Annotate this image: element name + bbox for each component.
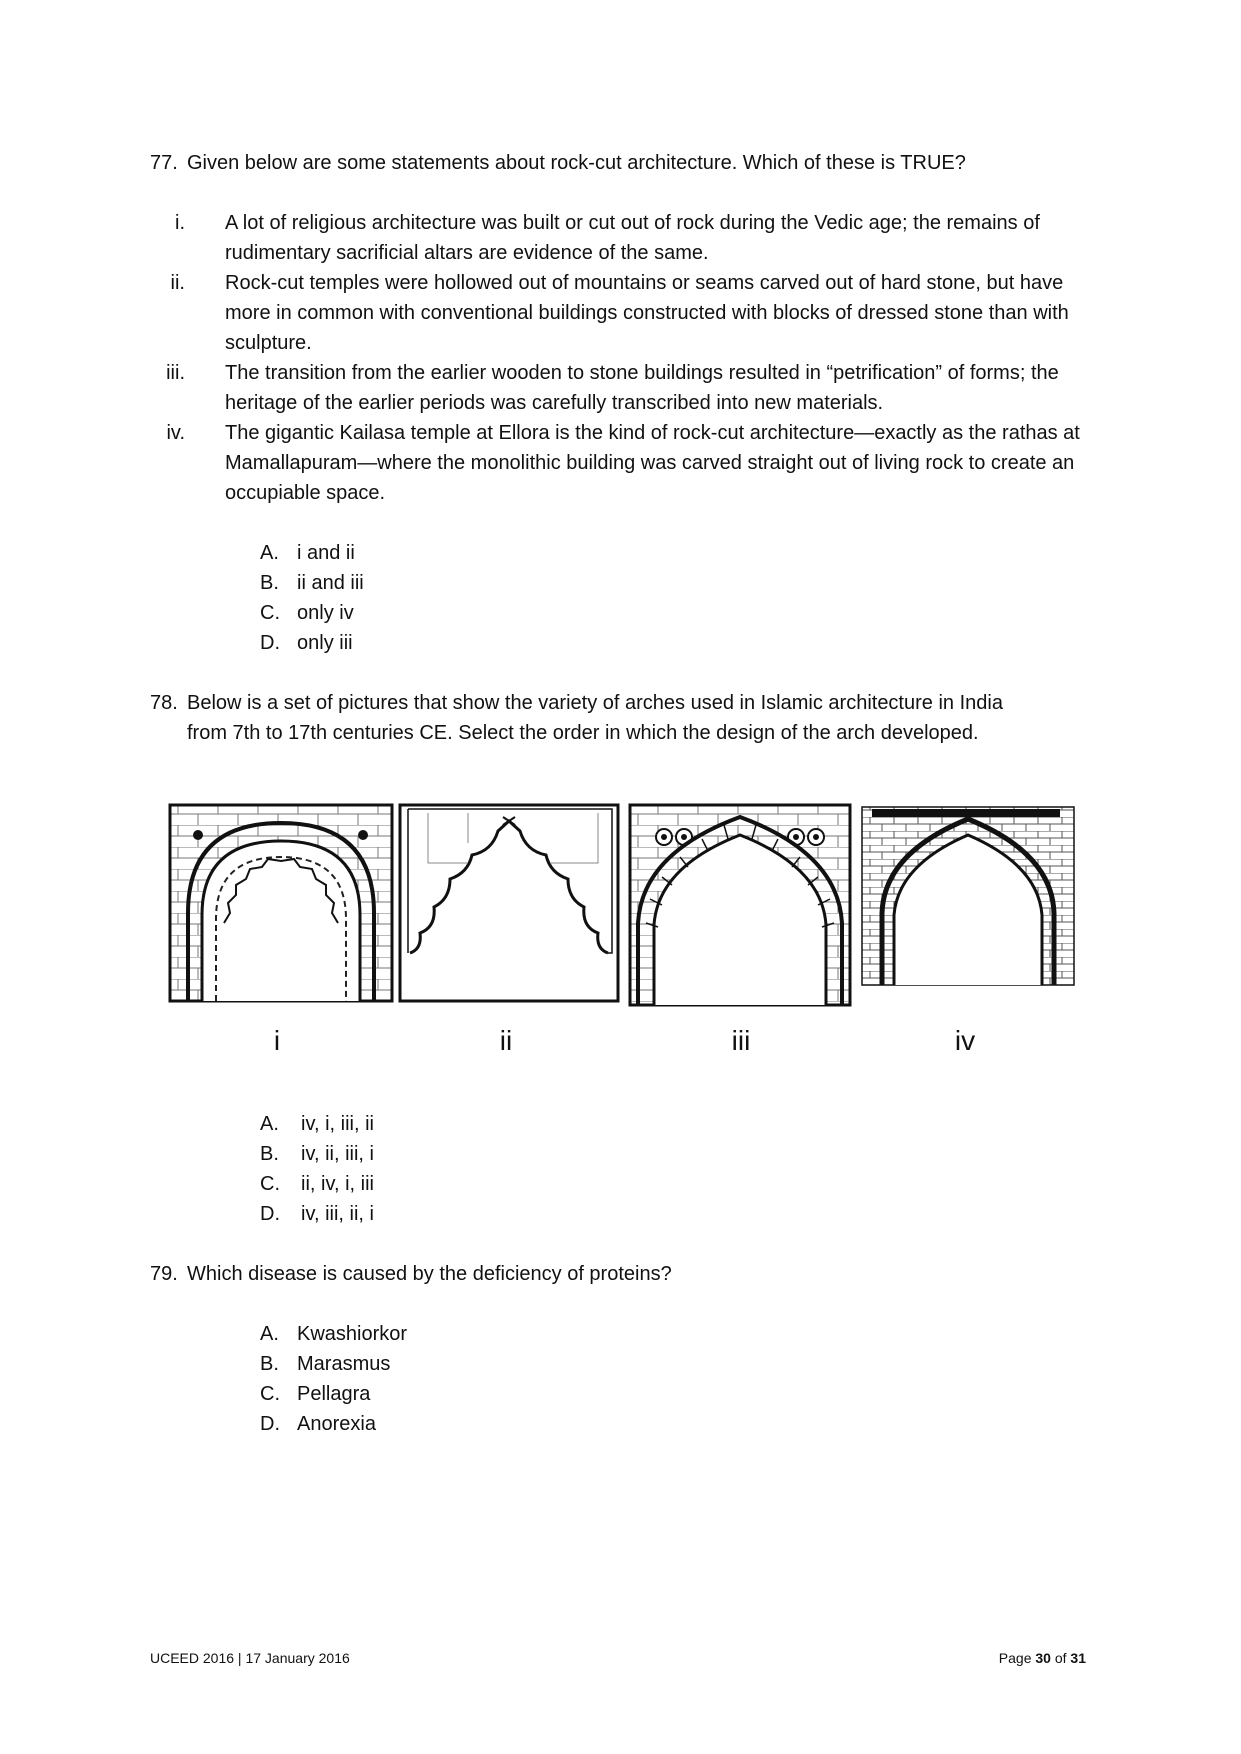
q78-option-letter: C. [260, 1173, 280, 1195]
q77-statement-num: iii. [166, 362, 185, 384]
q78-option-text: iv, ii, iii, i [301, 1143, 374, 1165]
footer-exam-info: UCEED 2016 | 17 January 2016 [150, 1650, 350, 1666]
q79-option-text: Anorexia [297, 1413, 376, 1435]
q78-number: 78. [150, 692, 178, 714]
q77-statement-text: The transition from the earlier wooden to stone buildings resulted in “petrification” of forms; the heritage of the earlier periods was carefully transcribed into new materials. [225, 362, 1059, 414]
q77-option-letter: D. [260, 632, 280, 654]
arch-ii-drawing [400, 805, 618, 1001]
q79-number: 79. [150, 1263, 178, 1285]
q78-option-letter: D. [260, 1203, 280, 1225]
q77-option-text: only iv [297, 602, 354, 624]
q79-option-letter: A. [260, 1323, 279, 1345]
q79-option-letter: D. [260, 1413, 280, 1435]
q78-question-line1: Below is a set of pictures that show the variety of arches used in Islamic architecture in India [187, 692, 1003, 714]
q77-statement-text: Rock-cut temples were hollowed out of mountains or seams carved out of hard stone, but have more in common with conventional buildings constructed with blocks of dressed stone than with sculpture. [225, 272, 1069, 354]
footer-page-number [999, 1648, 1086, 1668]
q78-option-text: ii, iv, i, iii [301, 1173, 374, 1195]
q77-statement-num: ii. [170, 272, 185, 294]
q77-statement-num: iv. [166, 422, 185, 444]
arch-label-iii: iii [731, 1025, 751, 1056]
q77-option-text: only iii [297, 632, 353, 654]
q77-option-letter: C. [260, 602, 280, 624]
arches-figure [168, 803, 1078, 1013]
q77-statement-text: The gigantic Kailasa temple at Ellora is the kind of rock-cut architecture—exactly as the rathas at Mamallapuram—where the monolithic building was carved straight out of living rock to create an occupiable space. [225, 422, 1080, 504]
q78-option-text: iv, i, iii, ii [301, 1113, 374, 1135]
arch-label-i: i [273, 1025, 281, 1056]
arch-iii-drawing [630, 805, 850, 1005]
q79-question: Which disease is caused by the deficiency of proteins? [187, 1263, 672, 1285]
arch-iv-drawing [862, 807, 1074, 985]
q79-option-text: Marasmus [297, 1353, 391, 1375]
q78-option-letter: B. [260, 1143, 279, 1165]
q79-option-text: Kwashiorkor [297, 1323, 408, 1345]
q79-option-letter: C. [260, 1383, 280, 1405]
q77-option-text: ii and iii [297, 572, 364, 594]
q79-option-text: Pellagra [297, 1383, 371, 1405]
q77-number: 77. [150, 152, 178, 174]
page-mid: of [1050, 1650, 1071, 1666]
q77-option-letter: B. [260, 572, 279, 594]
q78-question-line2: from 7th to 17th centuries CE. Select the order in which the design of the arch developed. [187, 722, 979, 744]
q77-statement-text: A lot of religious architecture was built or cut out of rock during the Vedic age; the remains of rudimentary sacrificial altars are evidence of the same. [225, 212, 1040, 264]
arch-i-drawing [170, 805, 392, 1001]
page-current: 30 [1035, 1650, 1051, 1666]
q77-option-letter: A. [260, 542, 279, 564]
page-prefix: Page [998, 1650, 1036, 1666]
q78-option-letter: A. [260, 1113, 279, 1135]
arch-label-ii: ii [499, 1025, 513, 1056]
arch-label-iv: iv [954, 1025, 976, 1056]
q77-statement-num: i. [175, 212, 185, 234]
page-total: 31 [1070, 1650, 1086, 1666]
q77-option-text: i and ii [297, 542, 355, 564]
q79-option-letter: B. [260, 1353, 279, 1375]
q77-question: Given below are some statements about rock-cut architecture. Which of these is TRUE? [187, 152, 966, 174]
q78-option-text: iv, iii, ii, i [301, 1203, 374, 1225]
